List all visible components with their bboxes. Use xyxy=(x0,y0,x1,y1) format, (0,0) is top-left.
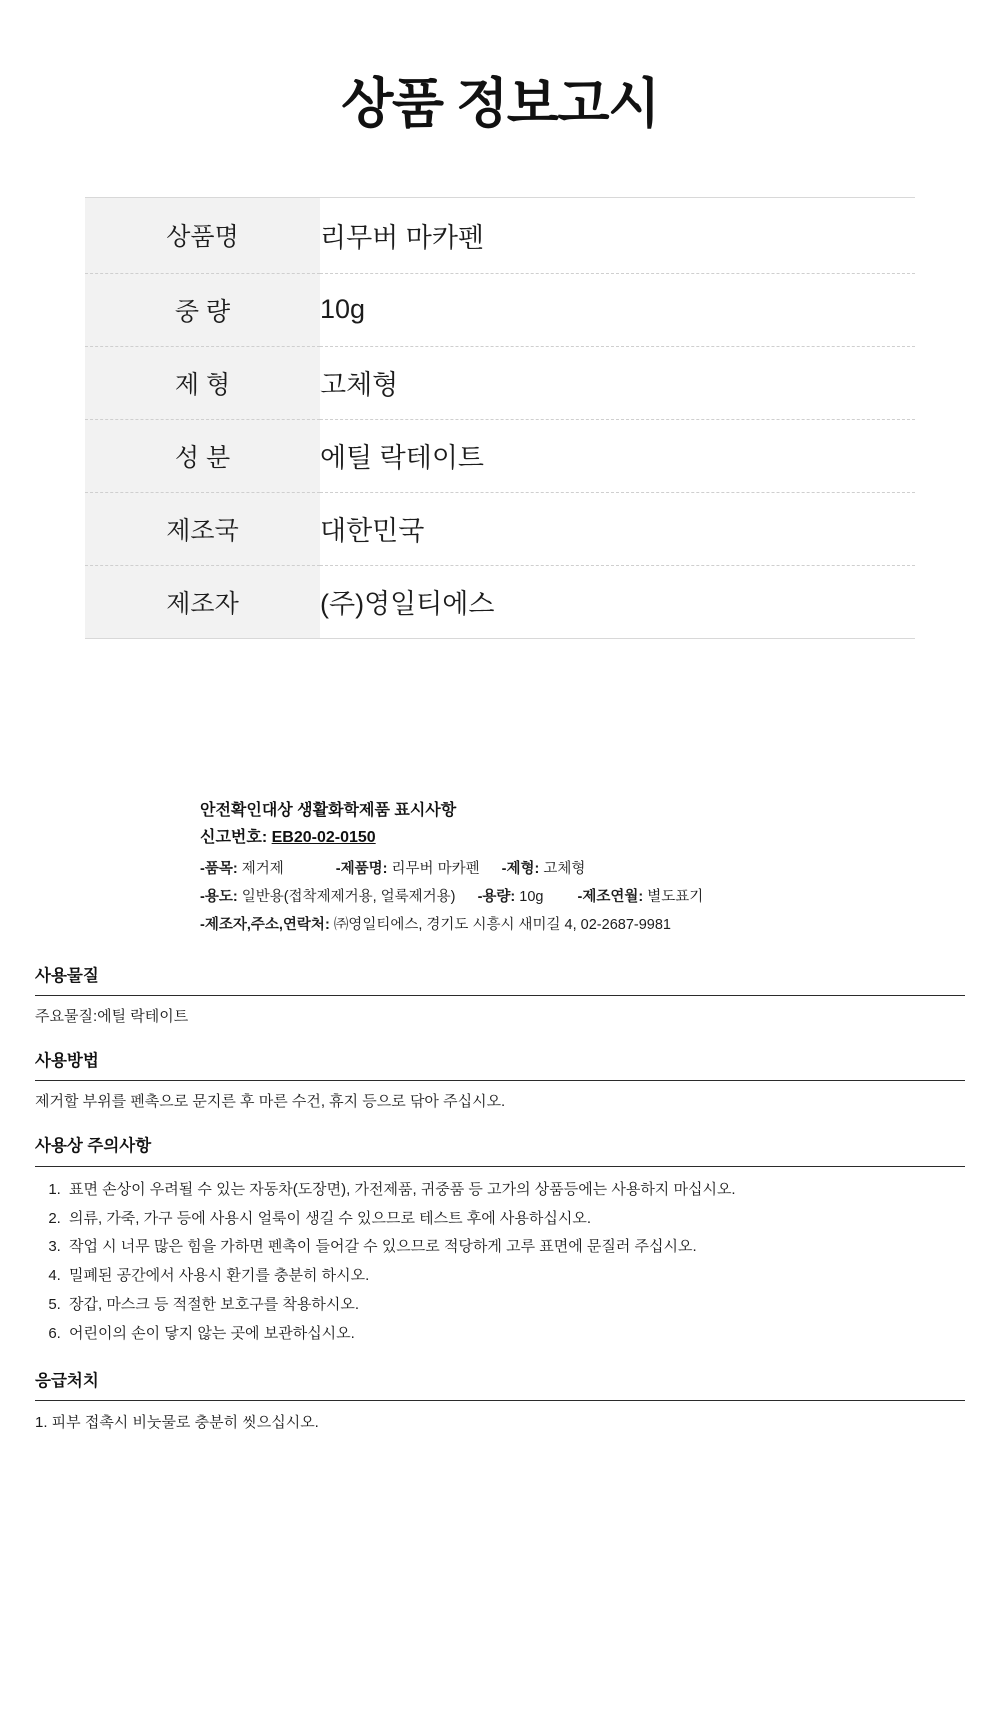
form-label: -제형: xyxy=(501,860,540,877)
section-first-aid xyxy=(35,1371,965,1437)
spec-label: 제조자 xyxy=(85,565,320,638)
section-heading: 사용물질 xyxy=(35,966,99,985)
page-title: 상품 정보고시 xyxy=(341,74,659,134)
table-row xyxy=(85,565,915,638)
section-divider xyxy=(35,995,965,996)
item-label: -품목: xyxy=(200,860,238,877)
section-heading: 사용상 주의사항 xyxy=(35,1137,152,1156)
page-title-block xyxy=(0,0,1000,167)
info-sections xyxy=(35,966,965,1437)
report-number-label: 신고번호: xyxy=(200,828,268,846)
section-divider xyxy=(35,1400,965,1401)
spec-value: (주)영일티에스 xyxy=(320,565,915,638)
spec-label: 상품명 xyxy=(85,197,320,273)
table-row xyxy=(85,197,915,273)
safety-line-manufacturer xyxy=(200,911,800,939)
form-value: 고체형 xyxy=(543,860,586,877)
first-aid-list xyxy=(35,1410,965,1436)
capacity-label: -용량: xyxy=(477,889,516,906)
spec-value: 10g xyxy=(320,273,915,346)
section-heading: 사용방법 xyxy=(35,1052,99,1071)
list-item: 2. 의류, 가죽, 가구 등에 사용시 얼룩이 생길 수 있으므로 테스트 후에 사용하십시오. xyxy=(65,1205,965,1234)
list-item: 5. 장갑, 마스크 등 적절한 보호구를 착용하시오. xyxy=(65,1291,965,1320)
manufacturer-value: ㈜영일티에스, 경기도 시흥시 새미길 4, 02-2687-9981 xyxy=(333,917,671,934)
list-item: 1. 피부 접촉시 비눗물로 충분히 씻으십시오. xyxy=(35,1414,319,1432)
section-cautions xyxy=(35,1136,965,1348)
list-item: 1. 표면 손상이 우려될 수 있는 자동차(도장면), 가전제품, 귀중품 등 고가의 상품등에는 사용하지 마십시오. xyxy=(65,1176,965,1205)
report-number-value: EB20-02-0150 xyxy=(271,828,376,846)
list-item: 4. 밀폐된 공간에서 사용시 환기를 충분히 하시오. xyxy=(65,1262,965,1291)
product-spec-table xyxy=(85,197,915,639)
safety-line-item xyxy=(200,855,800,883)
manufacture-date-value: 별도표기 xyxy=(647,889,704,906)
item-value: 제거제 xyxy=(241,860,284,877)
spec-value: 대한민국 xyxy=(320,492,915,565)
list-item: 3. 작업 시 너무 많은 힘을 가하면 펜촉이 들어갈 수 있으므로 적당하게 고루 표면에 문질러 주십시오. xyxy=(65,1233,965,1262)
capacity-value: 10g xyxy=(519,889,544,906)
caution-list xyxy=(35,1176,965,1349)
section-divider xyxy=(35,1080,965,1081)
safety-report-line xyxy=(200,824,800,851)
product-name-label: -제품명: xyxy=(335,860,388,877)
spec-value: 리무버 마카펜 xyxy=(320,222,484,253)
manufacture-date-label: -제조연월: xyxy=(577,889,644,906)
table-row xyxy=(85,492,915,565)
product-name-value: 리무버 마카펜 xyxy=(391,860,480,877)
manufacturer-label: -제조자,주소,연락처: xyxy=(200,917,330,934)
spec-label: 성 분 xyxy=(85,419,320,492)
use-label: -용도: xyxy=(200,889,238,906)
section-body: 주요물질:에틸 락테이트 xyxy=(35,1008,189,1026)
section-heading: 응급처치 xyxy=(35,1371,99,1390)
bottom-spacer xyxy=(0,1436,1000,1666)
section-body: 제거할 부위를 펜촉으로 문지른 후 마른 수건, 휴지 등으로 닦아 주십시오. xyxy=(35,1093,506,1111)
spec-value: 에틸 락테이트 xyxy=(320,419,915,492)
spec-value: 고체형 xyxy=(320,346,915,419)
table-row xyxy=(85,346,915,419)
spec-label: 제조국 xyxy=(85,492,320,565)
table-row xyxy=(85,419,915,492)
safety-declaration-block xyxy=(200,799,800,940)
section-usage xyxy=(35,1051,965,1114)
spec-label: 중 량 xyxy=(85,273,320,346)
use-value: 일반용(접착제제거용, 얼룩제거용) xyxy=(241,889,456,906)
safety-heading: 안전확인대상 생활화학제품 표시사항 xyxy=(200,801,457,819)
safety-line-usage xyxy=(200,883,800,911)
section-substance xyxy=(35,966,965,1029)
section-divider xyxy=(35,1166,965,1167)
list-item: 6. 어린이의 손이 닿지 않는 곳에 보관하십시오. xyxy=(65,1320,965,1349)
spec-label: 제 형 xyxy=(85,346,320,419)
table-row xyxy=(85,273,915,346)
